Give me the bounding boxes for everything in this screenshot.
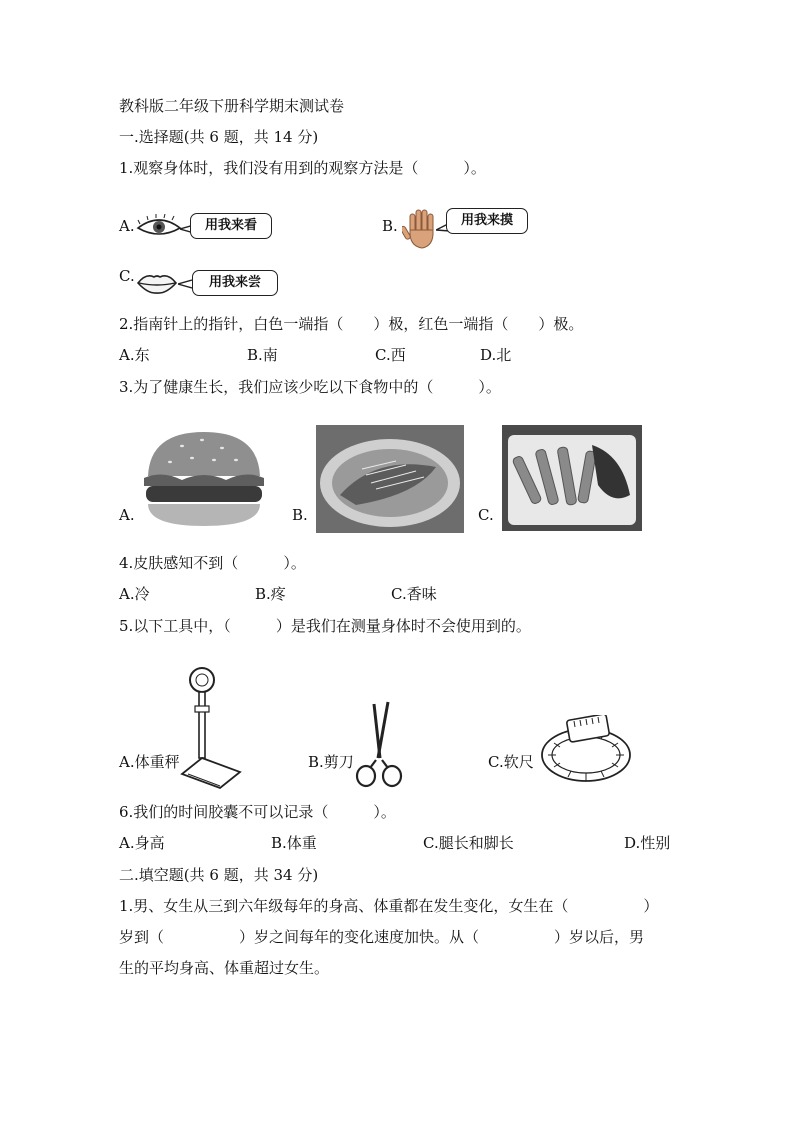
question-4-stem: 4.皮肤感知不到（ ）。 [119, 554, 306, 572]
q3-option-a-label: A. [119, 506, 135, 524]
q1-option-c-label: C. [119, 267, 135, 285]
q5-option-a: A.体重秤 [119, 753, 180, 771]
question-3-stem: 3.为了健康生长，我们应该少吃以下食物中的（ ）。 [119, 378, 501, 396]
q6-option-a: A.身高 [119, 834, 165, 852]
scissors-icon [354, 698, 404, 792]
q3-option-b-label: B. [292, 506, 308, 524]
q4-option-b: B.疼 [255, 585, 286, 603]
q4-option-a: A.冷 [119, 585, 150, 603]
q2-option-a: A.东 [119, 346, 150, 364]
q1-option-b-bubble: 用我来摸 [446, 208, 528, 234]
q1-option-a-bubble: 用我来看 [190, 213, 272, 239]
q2-option-c: C.西 [375, 346, 406, 364]
fill-question-1-line-1: 1.男、女生从三到六年级每年的身高、体重都在发生变化，女生在（ ） [119, 897, 659, 915]
question-1-stem: 1.观察身体时，我们没有用到的观察方法是（ ）。 [119, 159, 486, 177]
q1-option-c-bubble: 用我来尝 [192, 270, 278, 296]
hamburger-image [142, 430, 266, 528]
q5-option-b: B.剪刀 [308, 753, 354, 771]
fill-question-1-line-3: 生的平均身高、体重超过女生。 [119, 959, 330, 977]
q4-option-c: C.香味 [391, 585, 437, 603]
steamed-fish-image [316, 425, 464, 533]
bubble-tail-c [178, 279, 192, 289]
vegetables-image [502, 425, 642, 531]
eye-icon [136, 214, 182, 240]
question-6-stem: 6.我们的时间胶囊不可以记录（ ）。 [119, 803, 396, 821]
q1-option-b-label: B. [382, 217, 398, 235]
q6-option-c: C.腿长和脚长 [423, 834, 514, 852]
q2-option-b: B.南 [247, 346, 278, 364]
q6-option-b: B.体重 [271, 834, 317, 852]
question-5-stem: 5.以下工具中，（ ）是我们在测量身体时不会使用到的。 [119, 617, 531, 635]
tape-measure-icon [538, 715, 632, 787]
body-scale-image [180, 666, 242, 790]
q3-option-c-label: C. [478, 506, 494, 524]
question-2-stem: 2.指南针上的指针，白色一端指（ ）极，红色一端指（ ）极。 [119, 315, 584, 333]
q2-option-d: D.北 [480, 346, 512, 364]
section-heading-choice: 一.选择题(共 6 题，共 14 分) [119, 128, 319, 146]
q6-option-d: D.性别 [624, 834, 671, 852]
q5-option-c: C.软尺 [488, 753, 534, 771]
fill-question-1-line-2: 岁到（ ）岁之间每年的变化速度加快。从（ ）岁以后，男 [119, 928, 645, 946]
page-title: 教科版二年级下册科学期末测试卷 [119, 97, 345, 115]
q1-option-a-label: A. [119, 217, 135, 235]
lips-icon [136, 271, 178, 295]
section-heading-fill: 二.填空题(共 6 题，共 34 分) [119, 866, 319, 884]
